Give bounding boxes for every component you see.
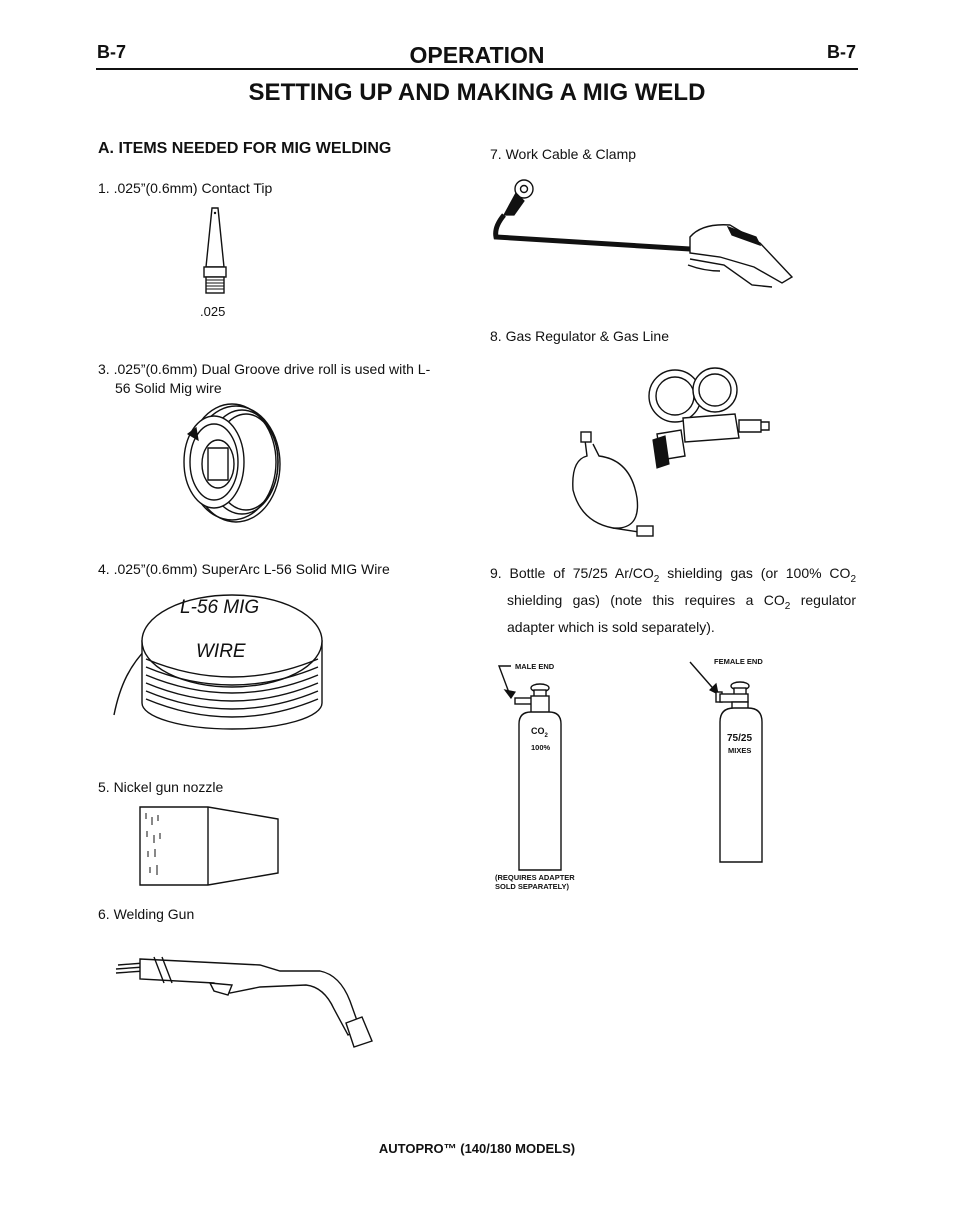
items-heading: A. ITEMS NEEDED FOR MIG WELDING: [98, 140, 392, 157]
item-9-gas-bottle: 9. Bottle of 75/25 $Ar/CO_2$ shielding gas (or 100% $CO_2$ shielding gas) (note this requires a $CO_2$ regulator adapter which is sold separately).: [490, 565, 856, 635]
co2-bottle-illustration: [495, 660, 575, 875]
item-3-drive-roll: 3. .025”(0.6mm) Dual Groove drive roll is used with L-: [98, 361, 431, 377]
female-end-callout: FEMALE END: [714, 657, 763, 666]
contact-tip-illustration: [190, 205, 240, 300]
mixed-gas-bottle-illustration: [690, 658, 780, 868]
mix-sublabel: MIXES: [728, 746, 752, 755]
header-rule: [96, 68, 858, 70]
item-1-contact-tip: 1. .025”(0.6mm) Contact Tip: [98, 180, 273, 196]
item-3-drive-roll-cont: 56 Solid Mig wire: [115, 380, 222, 396]
footer-model: AUTOPRO™ (140/180 MODELS): [378, 1141, 576, 1156]
item-6-welding-gun: 6. Welding Gun: [98, 906, 195, 922]
co2-label: $CO_2$: [531, 726, 548, 739]
section-title: OPERATION: [409, 42, 545, 68]
drive-roll-illustration: [170, 400, 290, 530]
contact-tip-caption: .025: [200, 304, 226, 319]
spool-label-1: L-56 MIG: [180, 597, 260, 618]
page-number-left: B-7: [97, 42, 127, 62]
co2-percent: 100%: [531, 743, 551, 752]
nozzle-illustration: [138, 805, 283, 890]
page-title: SETTING UP AND MAKING A MIG WELD: [248, 79, 706, 106]
male-end-callout: MALE END: [515, 662, 555, 671]
spool-label-2: WIRE: [196, 641, 246, 662]
item-8-gas-regulator: 8. Gas Regulator & Gas Line: [490, 328, 669, 344]
mix-label: 75/25: [727, 733, 753, 744]
adapter-note-1: (REQUIRES ADAPTER: [495, 873, 575, 882]
wire-spool-illustration: [108, 585, 328, 735]
item-5-nozzle: 5. Nickel gun nozzle: [98, 779, 224, 795]
page-number-right: B-7: [827, 42, 857, 62]
work-cable-clamp-illustration: [490, 175, 800, 295]
adapter-note-2: SOLD SEPARATELY): [495, 882, 570, 891]
welding-gun-illustration: [110, 945, 380, 1050]
gas-regulator-illustration: [565, 360, 775, 540]
item-4-mig-wire: 4. .025”(0.6mm) SuperArc L-56 Solid MIG Wire: [98, 561, 390, 577]
item-7-work-cable: 7. Work Cable & Clamp: [490, 146, 637, 162]
